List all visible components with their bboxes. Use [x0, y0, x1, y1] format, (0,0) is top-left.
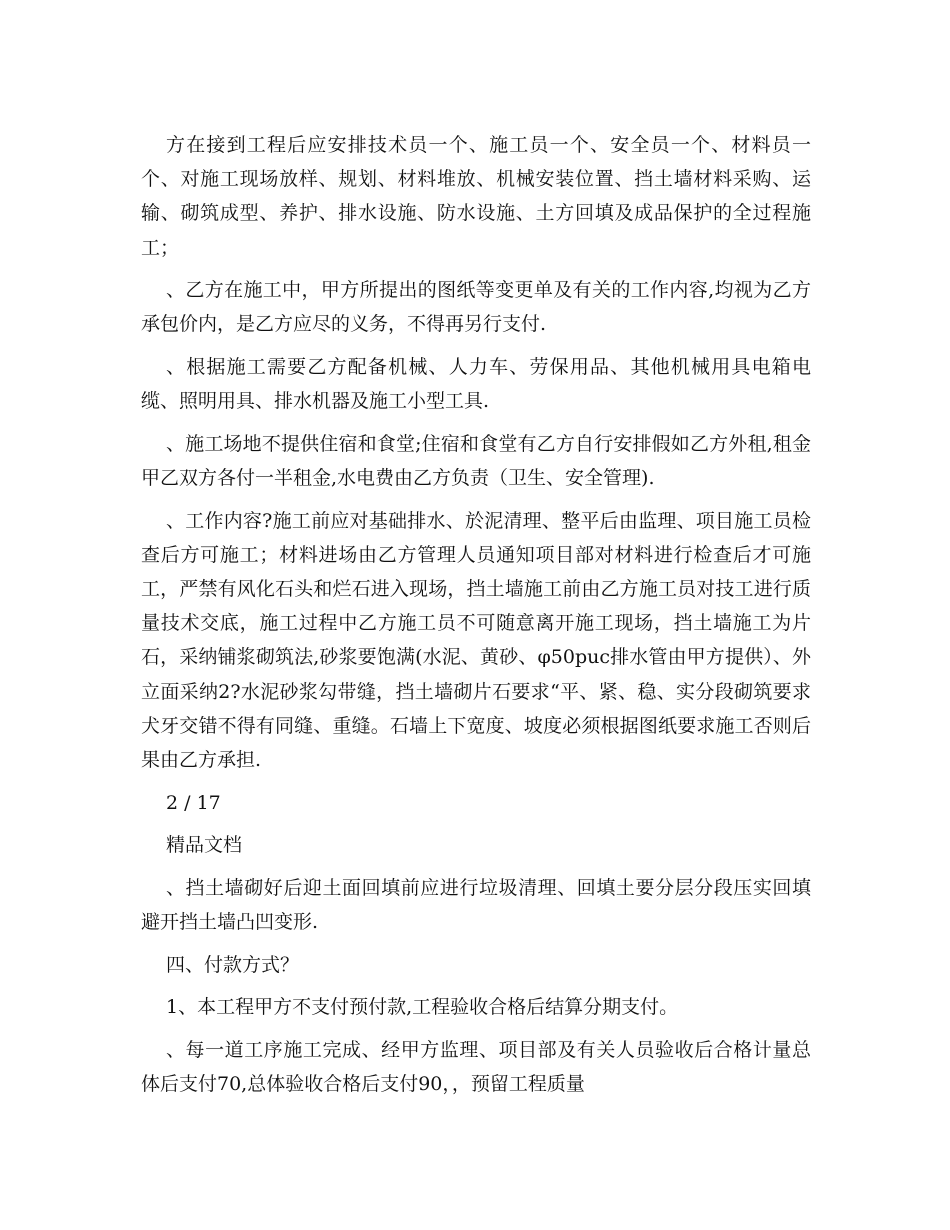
document-body: [141, 128, 811, 1110]
paragraph-backfill: 、挡土墙砌好后迎土面回填前应进行垃圾清理、回填土要分层分段压实回填避开挡土墙凸凹变形.: [141, 876, 811, 933]
section-heading-payment: 四、付款方式？: [166, 953, 300, 976]
document-watermark-label: 精品文档: [166, 834, 243, 857]
paragraph-payment-2: 、每一道工序施工完成、经甲方监理、项目部及有关人员验收后合格计量总体后支付70,总体验收合格后支付90，，预留工程质量: [141, 1038, 811, 1095]
paragraph-payment-1: 1、本工程甲方不支付预付款,工程验收合格后结算分期支付。: [166, 996, 679, 1019]
paragraph-change-orders: 、乙方在施工中，甲方所提出的图纸等变更单及有关的工作内容,均视为乙方承包价内，是乙方应尽的义务，不得再另行支付.: [141, 279, 811, 336]
paragraph-accommodation: 、施工场地不提供住宿和食堂;住宿和食堂有乙方自行安排假如乙方外租,租金甲乙双方各付一半租金,水电费由乙方负责（卫生、安全管理).: [141, 432, 811, 489]
paragraph-staffing: 方在接到工程后应安排技术员一个、施工员一个、安全员一个、材料员一个、对施工现场放样、规划、材料堆放、机械安装位置、挡土墙材料采购、运输、砌筑成型、养护、排水设施、防水设施、土方回填及成品保护的全过程施工；: [141, 134, 811, 259]
page-number: 2 / 17: [166, 791, 221, 814]
paragraph-work-content: 、工作内容?施工前应对基础排水、於泥清理、整平后由监理、项目施工员检查后方可施工；材料进场由乙方管理人员通知项目部对材料进行检查后才可施工，严禁有风化石头和烂石进入现场，挡土墙施工前由乙方施工员对技工进行质量技术交底，施工过程中乙方施工员不可随意离开施工现场，挡土墙施工为片石，采纳铺浆砌筑法,砂浆要饱满(水泥、黄砂、φ50puc排水管由甲方提供）、外立面采纳2?水泥砂浆勾带缝，挡土墙砌片石要求“平、紧、稳、实分段砌筑要求犬牙交错不得有同缝、重缝。石墙上下宽度、坡度必须根据图纸要求施工否则后果由乙方承担.: [141, 509, 811, 772]
paragraph-equipment: 、根据施工需要乙方配备机械、人力车、劳保用品、其他机械用具电箱电缆、照明用具、排水机器及施工小型工具.: [141, 356, 811, 413]
